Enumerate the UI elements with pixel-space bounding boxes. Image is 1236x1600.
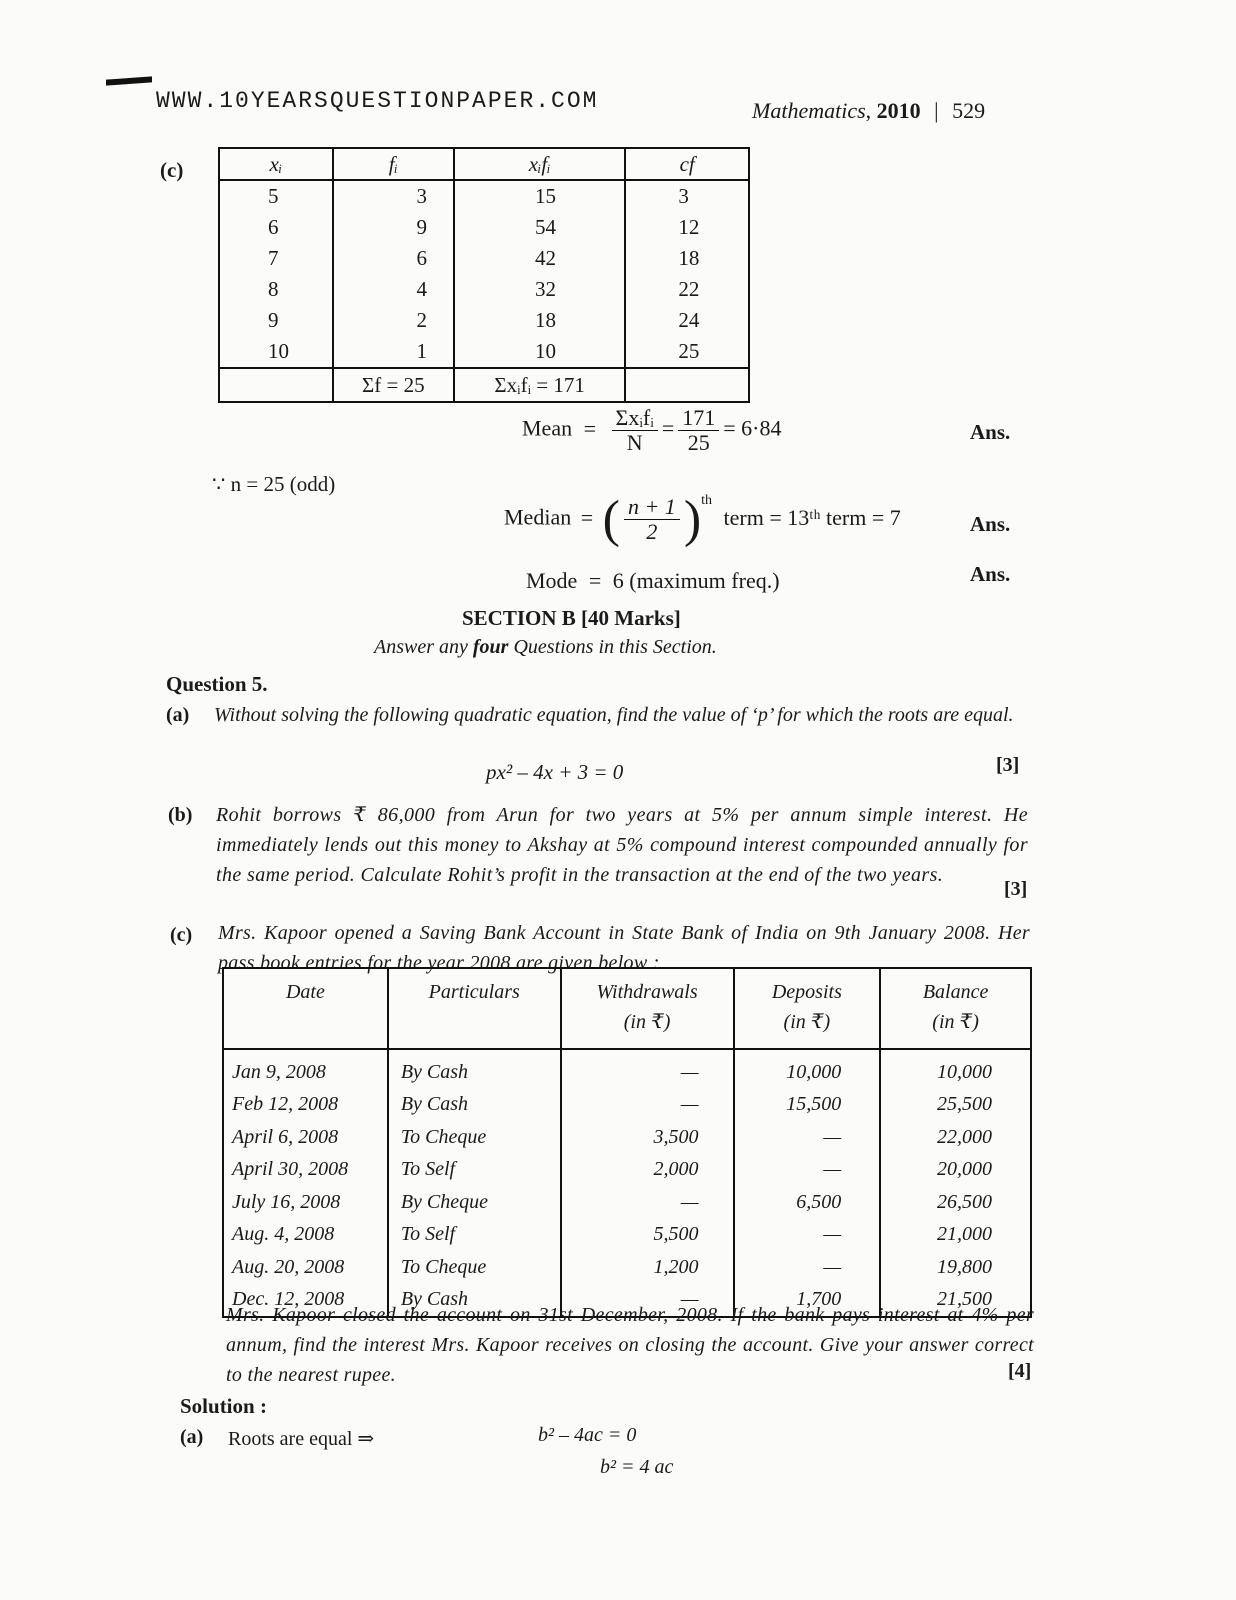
table-cell: 10 <box>454 336 625 368</box>
mode-label: Mode <box>526 568 578 593</box>
table-cell: Aug. 4, 2008 <box>223 1219 388 1252</box>
table-row <box>219 180 749 212</box>
table-cell: 15 <box>454 180 625 212</box>
frequency-table-body <box>219 180 749 402</box>
table-cell: — <box>734 1154 881 1187</box>
table-row <box>223 1089 1031 1122</box>
table-cell: 32 <box>454 274 625 305</box>
solution-a-label: (a) <box>180 1426 204 1448</box>
header-line: (in ₹) <box>783 1011 831 1033</box>
table-row <box>223 1049 1031 1089</box>
table-cell: 3 <box>678 184 689 208</box>
col-header: xᵢfᵢ <box>454 148 625 180</box>
equals-sign: = <box>580 504 594 530</box>
solution-title: Solution : <box>180 1394 267 1418</box>
part-c-label: (c) <box>160 158 184 182</box>
question-a-label: (a) <box>166 704 190 726</box>
question-c-label: (c) <box>170 924 193 946</box>
col-header <box>388 968 561 1049</box>
frequency-table <box>218 147 750 403</box>
col-header: cf <box>625 148 749 180</box>
table-cell: — <box>734 1121 881 1154</box>
table-cell: 2,000 <box>561 1154 734 1187</box>
table-cell: 15,500 <box>734 1089 881 1122</box>
table-cell: 42 <box>454 243 625 274</box>
running-header: Mathematics, 2010 | 529 <box>752 98 986 123</box>
table-cell: Aug. 20, 2008 <box>223 1251 388 1284</box>
table-cell: 7 <box>219 243 333 274</box>
table-cell: 6,500 <box>734 1186 881 1219</box>
table-cell: 22 <box>678 277 700 301</box>
table-row <box>219 336 749 368</box>
col-header <box>561 968 734 1049</box>
since-statement: ∵ n = 25 (odd) <box>212 472 336 496</box>
mean-ans: Ans. <box>970 420 1011 444</box>
table-cell: To Self <box>388 1219 561 1252</box>
col-header <box>734 968 881 1049</box>
instruction-post: Questions in this Section. <box>508 636 717 658</box>
fraction-numerator: 171 <box>678 406 719 431</box>
table-cell: — <box>734 1251 881 1284</box>
header-line: Particulars <box>428 981 520 1003</box>
table-cell: 3 <box>333 180 454 212</box>
mean-label: Mean <box>522 415 573 441</box>
table-cell: To Self <box>388 1154 561 1187</box>
table-cell: 20,000 <box>937 1158 992 1181</box>
table-cell: 5,500 <box>561 1219 734 1252</box>
table-cell: 21,000 <box>937 1223 992 1246</box>
fraction-denominator: N <box>626 430 643 455</box>
instruction-bold: four <box>472 636 509 658</box>
table-cell: By Cash <box>388 1089 561 1122</box>
section-instruction <box>374 636 717 659</box>
table-cell: To Cheque <box>388 1251 561 1284</box>
mean-fraction-symbolic <box>612 406 658 455</box>
table-cell: — <box>734 1219 881 1252</box>
median-equation <box>504 490 901 549</box>
left-paren: ( <box>602 491 620 548</box>
table-row <box>219 243 749 274</box>
table-cell: 54 <box>454 212 625 243</box>
question-title: Question 5. <box>166 672 268 696</box>
table-cell: 6 <box>219 212 333 243</box>
table-cell: By Cash <box>388 1284 561 1318</box>
table-cell: 8 <box>219 274 333 305</box>
passbook-body <box>223 1049 1031 1317</box>
table-row <box>223 1154 1031 1187</box>
table-cell: 1,200 <box>561 1251 734 1284</box>
header-year: 2010 <box>876 98 921 123</box>
total-cell <box>625 368 749 402</box>
mode-equation <box>526 568 780 594</box>
table-cell: 4 <box>333 274 454 305</box>
passbook-header <box>223 968 1031 1049</box>
equals-sign: = <box>588 568 602 593</box>
fraction-denominator: 2 <box>646 519 658 544</box>
totals-row <box>219 368 749 402</box>
col-header: fᵢ <box>333 148 454 180</box>
table-cell: April 6, 2008 <box>223 1121 388 1154</box>
equals-sign: = <box>583 415 597 441</box>
solution-eq2: b² = 4 ac <box>600 1456 674 1478</box>
median-rest: term = 13ᵗʰ term = 7 <box>723 504 901 530</box>
table-cell: 10,000 <box>734 1049 881 1089</box>
table-row <box>219 305 749 336</box>
header-line: Withdrawals <box>596 981 698 1003</box>
median-label: Median <box>504 504 572 530</box>
table-cell: 5 <box>219 180 333 212</box>
right-paren: ) <box>683 491 702 548</box>
question-b-label: (b) <box>168 804 193 826</box>
table-cell: 6 <box>333 243 454 274</box>
table-cell: 1 <box>333 336 454 368</box>
table-cell: Feb 12, 2008 <box>223 1089 388 1122</box>
table-cell: 19,800 <box>937 1255 992 1278</box>
table-cell: 1,700 <box>734 1284 881 1318</box>
section-title: SECTION B [40 Marks] <box>462 606 681 630</box>
table-cell: — <box>561 1186 734 1219</box>
table-cell: 10 <box>219 336 333 368</box>
mean-fraction-numeric <box>678 406 719 455</box>
table-cell: 25 <box>678 339 700 363</box>
corner-mark <box>106 76 152 85</box>
header-line: (in ₹) <box>932 1011 979 1033</box>
table-cell: By Cheque <box>388 1186 561 1219</box>
question-b-marks: [3] <box>1004 878 1028 900</box>
table-cell: 3,500 <box>561 1121 734 1154</box>
table-cell: — <box>561 1284 734 1318</box>
table-row <box>223 1186 1031 1219</box>
table-cell: 24 <box>678 308 700 332</box>
question-c-text: Mrs. Kapoor opened a Saving Bank Account in State Bank of India on 9th January 2008. Her pass book entries for the year 2008 are given below : <box>218 922 1030 974</box>
col-header <box>223 968 388 1049</box>
table-cell: 12 <box>678 215 700 239</box>
header-page: 529 <box>952 98 986 123</box>
header-subject: Mathematics <box>752 98 866 123</box>
table-cell: 18 <box>454 305 625 336</box>
table-cell: Dec. 12, 2008 <box>223 1284 388 1318</box>
header-line: (in ₹) <box>623 1011 671 1033</box>
header-line: Balance <box>922 981 989 1003</box>
total-cell: Σxᵢfᵢ = 171 <box>454 368 625 402</box>
table-cell: April 30, 2008 <box>223 1154 388 1187</box>
table-cell: 9 <box>333 212 454 243</box>
table-cell: 9 <box>219 305 333 336</box>
table-cell: 10,000 <box>937 1060 992 1083</box>
total-cell: Σf = 25 <box>333 368 454 402</box>
table-cell: 22,000 <box>937 1125 992 1148</box>
header-separator: | <box>934 98 939 123</box>
table-cell: July 16, 2008 <box>223 1186 388 1219</box>
table-row <box>223 1121 1031 1154</box>
table-row <box>223 1219 1031 1252</box>
table-cell: — <box>561 1089 734 1122</box>
fraction-numerator: n + 1 <box>624 495 680 520</box>
mean-equation: Mean = $\frac{\text{Σxᵢfᵢ}}{N}$ = $\frac{171}{25}$ = 6·84 <box>522 405 782 455</box>
fraction-numerator: Σxᵢfᵢ <box>612 406 658 431</box>
question-c-followup: Mrs. Kapoor closed the account on 31st December, 2008. If the bank pays interest at 4% per annum, find the interest Mrs. Kapoor receives on closing the account. Give your answer correct to the nearest rupee. <box>226 1304 1034 1386</box>
mean-result: = 6·84 <box>723 415 782 441</box>
table-cell: 26,500 <box>937 1190 992 1213</box>
table-cell: By Cash <box>388 1049 561 1089</box>
question-b-text: Rohit borrows ₹ 86,000 from Arun for two years at 5% per annum simple interest. He immediately lends out this money to Akshay at 5% compound interest compounded annually for the same period. Calculate Rohit’s profit in the transaction at the end of the two years. <box>216 804 1028 886</box>
table-cell: To Cheque <box>388 1121 561 1154</box>
table-cell: 18 <box>678 246 700 270</box>
question-a-marks: [3] <box>996 754 1020 776</box>
col-header <box>880 968 1031 1049</box>
mode-ans: Ans. <box>970 562 1011 586</box>
solution-a-text: Roots are equal ⇒ <box>228 1428 375 1450</box>
solution-eq1: b² – 4ac = 0 <box>538 1424 637 1446</box>
mode-value: 6 (maximum freq.) <box>612 568 780 593</box>
median-fraction <box>624 495 680 544</box>
instruction-pre: Answer any <box>374 636 473 658</box>
col-header: xᵢ <box>219 148 333 180</box>
frequency-table-header <box>219 148 749 180</box>
question-a-equation: px² – 4x + 3 = 0 <box>486 760 624 784</box>
table-cell: 21,500 <box>937 1288 992 1311</box>
table-cell: 2 <box>333 305 454 336</box>
header-line: Date <box>285 981 325 1003</box>
fraction-denominator: 25 <box>687 430 710 455</box>
total-cell <box>219 368 333 402</box>
passbook-table <box>222 967 1032 1318</box>
table-row <box>219 212 749 243</box>
table-row <box>223 1251 1031 1284</box>
table-cell: — <box>561 1049 734 1089</box>
superscript-th: th <box>701 493 713 509</box>
header-line: Deposits <box>771 981 842 1003</box>
table-cell: Jan 9, 2008 <box>223 1049 388 1089</box>
table-row <box>219 274 749 305</box>
question-a-text: Without solving the following quadratic equation, find the value of ‘p’ for which the roots are equal. <box>214 704 1014 726</box>
question-c-marks: [4] <box>1008 1360 1032 1382</box>
median-ans: Ans. <box>970 512 1011 536</box>
site-watermark: WWW.10YEARSQUESTIONPAPER.COM <box>156 88 599 114</box>
table-cell: 25,500 <box>937 1093 992 1116</box>
